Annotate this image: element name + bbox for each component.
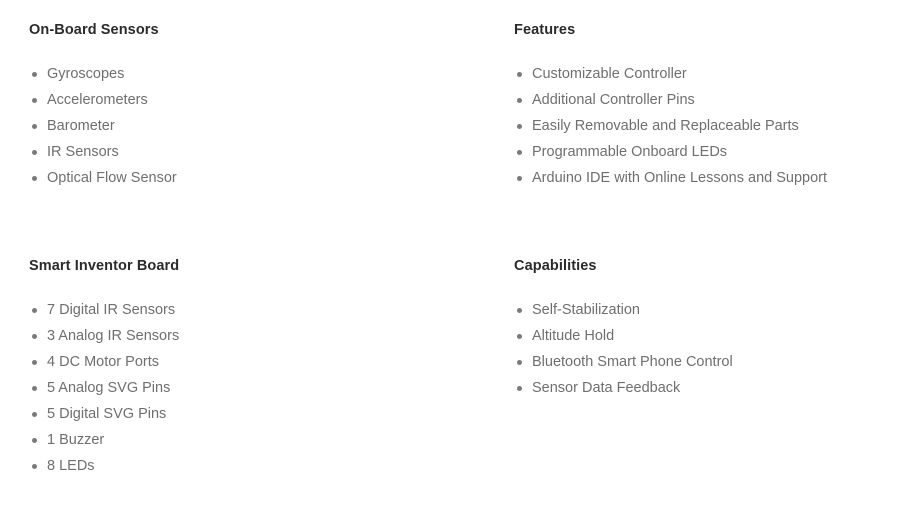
section-on-board-sensors: [29, 20, 449, 194]
list-item: [29, 300, 449, 326]
list-item: [514, 378, 916, 404]
section-title: Smart Inventor Board: [29, 258, 180, 274]
section-title: On-Board Sensors: [29, 22, 159, 38]
list-item: [514, 168, 916, 194]
bullet-icon: [32, 124, 37, 129]
list-item: [514, 300, 916, 326]
bullet-icon: [32, 464, 37, 469]
bullet-icon: [517, 176, 522, 181]
list-item: [29, 142, 449, 168]
section-title: Capabilities: [514, 258, 597, 274]
list-item-label: Gyroscopes: [47, 66, 125, 82]
section-capabilities: [514, 256, 916, 404]
list-item-label: Easily Removable and Replaceable Parts: [532, 118, 799, 134]
list-item: [514, 116, 916, 142]
list-item-label: 3 Analog IR Sensors: [47, 328, 180, 344]
list-item: [29, 326, 449, 352]
bullet-icon: [32, 438, 37, 443]
list-item: [29, 404, 449, 430]
section-title: Features: [514, 22, 576, 38]
list-item: [29, 90, 449, 116]
bullet-icon: [517, 72, 522, 77]
section-features: [514, 20, 916, 194]
list-item-label: 5 Analog SVG Pins: [47, 380, 171, 396]
list-item: [514, 64, 916, 90]
bullet-list: [514, 300, 916, 404]
list-item-label: Additional Controller Pins: [532, 92, 695, 108]
bullet-icon: [517, 386, 522, 391]
list-item: [514, 352, 916, 378]
bullet-icon: [32, 72, 37, 77]
list-item-label: Sensor Data Feedback: [532, 380, 681, 396]
section-smart-inventor-board: [29, 256, 449, 482]
list-item: [29, 168, 449, 194]
list-item: [514, 326, 916, 352]
bullet-icon: [32, 334, 37, 339]
bullet-icon: [32, 176, 37, 181]
list-item: [29, 456, 449, 482]
bullet-list: [29, 64, 449, 194]
list-item-label: 4 DC Motor Ports: [47, 354, 159, 370]
list-item-label: 7 Digital IR Sensors: [47, 302, 176, 318]
bullet-icon: [517, 98, 522, 103]
bullet-icon: [517, 308, 522, 313]
list-item-label: 5 Digital SVG Pins: [47, 406, 167, 422]
list-item-label: 1 Buzzer: [47, 432, 105, 448]
bullet-list: [514, 64, 916, 194]
bullet-icon: [517, 360, 522, 365]
bullet-icon: [517, 150, 522, 155]
bullet-icon: [32, 386, 37, 391]
list-item: [29, 352, 449, 378]
bullet-icon: [32, 150, 37, 155]
list-item-label: Customizable Controller: [532, 66, 687, 82]
list-item-label: Barometer: [47, 118, 115, 134]
bullet-icon: [32, 98, 37, 103]
list-item: [29, 64, 449, 90]
list-item-label: Optical Flow Sensor: [47, 170, 177, 186]
list-item-label: Bluetooth Smart Phone Control: [532, 354, 733, 370]
list-item: [29, 378, 449, 404]
bullet-icon: [517, 334, 522, 339]
bullet-list: [29, 300, 449, 482]
bullet-icon: [32, 308, 37, 313]
list-item-label: Accelerometers: [47, 92, 148, 108]
list-item-label: 8 LEDs: [47, 458, 95, 474]
list-item-label: Altitude Hold: [532, 328, 615, 344]
list-item: [514, 90, 916, 116]
list-item-label: Self-Stabilization: [532, 302, 640, 318]
list-item: [29, 116, 449, 142]
list-item-label: IR Sensors: [47, 144, 119, 160]
list-item-label: Programmable Onboard LEDs: [532, 144, 728, 160]
list-item-label: Arduino IDE with Online Lessons and Support: [532, 170, 828, 186]
bullet-icon: [32, 412, 37, 417]
bullet-icon: [517, 124, 522, 129]
list-item: [514, 142, 916, 168]
list-item: [29, 430, 449, 456]
bullet-icon: [32, 360, 37, 365]
